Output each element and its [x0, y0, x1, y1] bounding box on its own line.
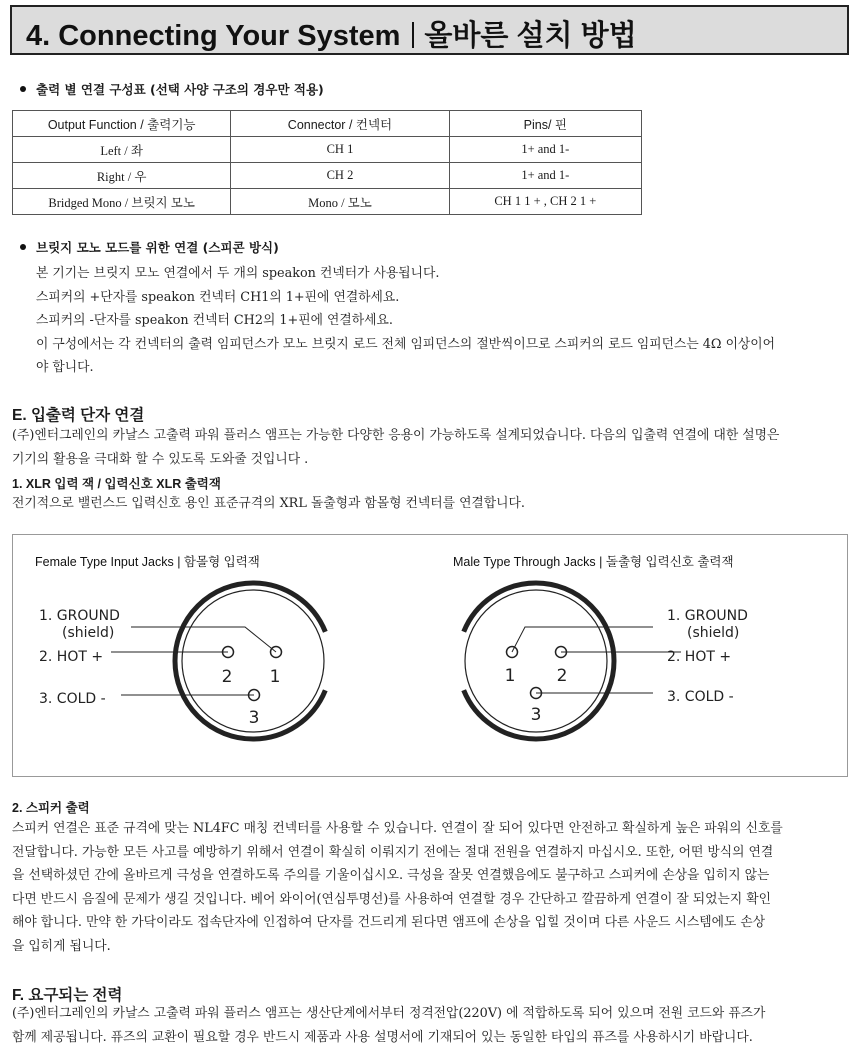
title-english: 4. Connecting Your System: [26, 20, 401, 52]
cold-label: 3. COLD -: [39, 691, 106, 707]
table-row: [13, 137, 642, 163]
table-cell: 1+ and 1-: [449, 163, 641, 189]
speaker-output-text: 스피커 연결은 표준 규격에 맞는 NL4FC 매칭 컨넥터를 사용할 수 있습니다. 연결이 잘 되어 있다면 안전하고 확실하게 높은 파워의 신호를 전달합니다. 가능한 모든 사고를 예방하기 위해서 연결이 확실히 이뤄지기 전에는 절대 전원을 연결하지 마십시오. 또한, 어떤 방식의 연결 을 선택하셨던 간에 올바르게 극성을 연결하도록 주의를 기울이십시오. 극성을 잘못 연결했음에도 불구하고 스피커에 손상을 입히지 않는 다면 반드시 음질에 문제가 생길 것입니다. 베어 와이어(연심투명선)를 사용하여 연결할 경우 간단하고 깔끔하게 연결이 잘 되었는지 확인 해야 합니다. 만약 한 가닥이라도 접속단자에 인접하여 단자를 건드리게 된다면 앰프에 손상을 입힐 것이며 다른 사운드 시스템에도 손상 을 입히게 됩니다.: [12, 821, 783, 954]
male-jack-label: Male Type Through Jacks | 돌출형 입력신호 출력잭: [453, 555, 734, 569]
table-cell: CH 1 1 + , CH 2 1 +: [449, 189, 641, 215]
section-f-text: (주)엔터그레인의 카날스 고출력 파워 플러스 앰프는 생산단계에서부터 정격전압(220V) 에 적합하도록 되어 있으며 전원 코드와 퓨즈가 함께 제공됩니다. 퓨즈의 교환이 필요할 경우 반드시 제품과 사용 설명서에 기재되어 있는 동일한 타입의 퓨즈를 사용하시기 바랍니다.: [12, 1006, 766, 1045]
male-pin-3-number: 3: [530, 705, 542, 725]
ground-leader-line: [512, 627, 653, 652]
shield-label: (shield): [62, 625, 115, 641]
title-korean: 올바른 설치 방법: [424, 20, 637, 52]
female-jack-label: Female Type Input Jacks | 함몰형 입력잭: [35, 555, 260, 569]
column-header: Output Function / 출력기능: [13, 111, 231, 137]
section-f-heading: F. 요구되는 전력: [12, 987, 123, 1004]
table-cell: CH 1: [231, 137, 449, 163]
hot-label: 2. HOT +: [39, 649, 104, 665]
female-pin-1-number: 1: [269, 667, 281, 687]
table-cell: Right / 우: [13, 163, 231, 189]
male-pin-2-number: 2: [556, 666, 568, 686]
shield-label: (shield): [687, 625, 740, 641]
table-cell: Bridged Mono / 브릿지 모노: [13, 189, 231, 215]
output-config-table: [12, 110, 642, 215]
ground-label: 1. GROUND: [667, 608, 748, 624]
ground-label: 1. GROUND: [39, 608, 120, 624]
xlr-diagram-svg: [13, 535, 849, 778]
table-cell: 1+ and 1-: [449, 137, 641, 163]
bridge-mode-text: 본 기기는 브릿지 모노 연결에서 두 개의 speakon 컨넥터가 사용됩니다. 스피커의 +단자를 speakon 컨넥터 CH1의 1+핀에 연결하세요. 스피커의 -단자를 speakon 컨넥터 CH2의 1+핀에 연결하세요. 이 구성에서는 각 컨넥터의 출력 임피던스가 모노 브릿지 로드 전체 임피던스의 절반씩이므로 스피커의 로드 임피던스는 4Ω 이상이어 야 합니다.: [36, 266, 776, 375]
male-jack: [458, 583, 748, 739]
bullet-dot: [20, 244, 26, 250]
page-title: [26, 13, 637, 54]
column-header: Pins/ 핀: [449, 111, 641, 137]
table-row: [13, 189, 642, 215]
section-e-heading: E. 입출력 단자 연결: [12, 407, 145, 424]
xlr-subheading: 1. XLR 입력 잭 / 입력신호 XLR 출력잭: [12, 477, 221, 491]
table-cell: Mono / 모노: [231, 189, 449, 215]
title-divider: [412, 22, 414, 48]
xlr-description: 전기적으로 밸런스드 입력신호 용인 표준규격의 XRL 돌출형과 함몰형 컨넥터를 연결합니다.: [12, 496, 525, 511]
female-pin-3-number: 3: [248, 708, 260, 728]
bullet-dot: [20, 86, 26, 92]
table-cell: Left / 좌: [13, 137, 231, 163]
column-header: Connector / 컨넥터: [231, 111, 449, 137]
table-row: [13, 163, 642, 189]
section-e-text: (주)엔터그레인의 카날스 고출력 파워 플러스 앰프는 가능한 다양한 응용이 가능하도록 설계되었습니다. 다음의 입출력 연결에 대한 설명은 기기의 활용을 극대화 할 수 있도록 도와줄 것입니다 .: [12, 428, 780, 467]
section-header: [10, 5, 849, 55]
table-cell: CH 2: [231, 163, 449, 189]
cold-label: 3. COLD -: [667, 689, 734, 705]
speaker-output-heading: 2. 스피커 출력: [12, 801, 90, 815]
table-header-row: [13, 111, 642, 137]
female-pin-2-number: 2: [221, 667, 233, 687]
female-jack: [39, 583, 331, 739]
output-table-heading: 출력 별 연결 구성표 (선택 사양 구조의 경우만 적용): [20, 80, 324, 98]
hot-label: 2. HOT +: [667, 649, 732, 665]
bridge-mode-heading: 브릿지 모노 모드를 위한 연결 (스피콘 방식): [20, 238, 279, 256]
xlr-pinout-diagram: [12, 534, 848, 777]
ground-leader-line: [131, 627, 276, 652]
male-pin-1-number: 1: [504, 666, 516, 686]
